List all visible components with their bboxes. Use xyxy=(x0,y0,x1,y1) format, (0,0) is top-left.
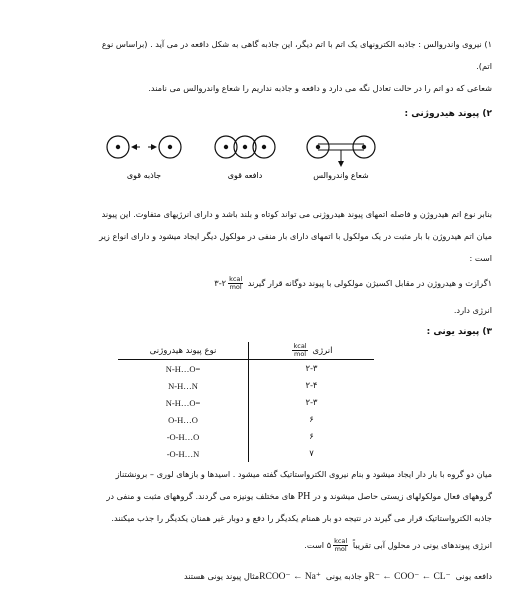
formula-na: Na⁺ xyxy=(304,572,321,582)
table-row xyxy=(118,428,374,445)
ionic-4-value: ۵ xyxy=(326,540,332,550)
bond-cell: O-H…O xyxy=(168,414,198,425)
energy-cell: ۲-۳ xyxy=(249,394,375,411)
ionic-4-unit: $\frac{\text{kcal}}{\text{mol}}$ xyxy=(334,537,348,553)
ionic-4-part-a: انرژی پیوندهای یونی در محلول آبی تقریباً xyxy=(352,540,492,550)
ionic-4-part-b: است. xyxy=(304,540,325,550)
vdw-radius-figure xyxy=(307,136,375,180)
strong-repulsion-figure xyxy=(215,136,275,180)
energy-cell: ۶ xyxy=(249,428,375,445)
table-header-row xyxy=(118,342,374,360)
vdw-diagram xyxy=(0,128,532,198)
text-line-hb-1: بنابر نوع اتم هیدروژن و فاصله اتمهای پیوند هیدروژنی می تواند کوتاه و بلند باشد و دارای انرژیهای متفاوت. این پیوند xyxy=(101,209,492,219)
ionic-2-part-b: های مختلف یونیزه می گردند. گروههای مثبت و منفی در xyxy=(106,491,295,501)
ionic-example-end: مثال پیوند یونی هستند xyxy=(184,571,260,581)
energy-cell: ۲-۳ xyxy=(249,360,375,378)
header-energy-unit: $\frac{\text{kcal}}{\text{mol}}$ xyxy=(293,342,307,358)
text-line-hb-2: میان اتم هیدروژن با بار مثبت در یک مولکول با اتمهای دارای بار منفی در مولکول دیگر ایجاد میشود و دارای انواع زیر xyxy=(99,231,492,241)
energy-cell: ۶ xyxy=(249,411,375,428)
formula-cl: CL⁻ xyxy=(433,572,451,582)
heading-ionic-bond: ۳) پیوند یونی : xyxy=(426,327,492,337)
text-line-vdw: ۱) نیروی واندروالس : جاذبه الکترونهای یک اتم با اتم دیگر، این جاذبه گاهی به شکل دافعه در می آید . (براساس نوع xyxy=(101,39,492,49)
label-strong-attraction: جاذبه قوی xyxy=(126,171,162,180)
hydrogen-bond-table xyxy=(118,342,374,462)
bond-cell: -O-H…O xyxy=(166,431,200,442)
arrow-left-icon: ← xyxy=(421,572,432,582)
text-line-ionic-example xyxy=(40,570,492,583)
table-row xyxy=(118,360,374,378)
text-line-vdw-cont: اتم). xyxy=(476,61,492,71)
ionic-attraction-label: و جاذبه یونی xyxy=(325,571,369,581)
energy-cell: ۷ xyxy=(249,445,375,462)
formula-r: R⁻ xyxy=(368,572,380,582)
header-energy-label: انرژی xyxy=(312,346,333,356)
label-strong-repulsion: دافعه قوی xyxy=(227,171,263,180)
ionic-repulsion-label: دافعه یونی xyxy=(455,571,492,581)
text-line-hb-4 xyxy=(32,276,492,291)
text-line-ionic-4 xyxy=(40,538,492,553)
header-energy xyxy=(249,342,375,360)
table-row xyxy=(118,411,374,428)
bond-cell: -O-H…N xyxy=(166,448,200,459)
text-line-ionic-1: میان دو گروه با بار دار ایجاد میشود و بنام نیروی الکترواستاتیک گفته میشود . اسیدها و بازهای لوری – برونشتناز xyxy=(115,469,492,479)
hb-4-value: ۲-۳ xyxy=(214,278,227,288)
ionic-formula xyxy=(369,572,453,582)
unit-kcal-mol: $\frac{\text{kcal}}{\text{mol}}$ xyxy=(229,275,243,291)
bond-cell: N-H…O= xyxy=(165,397,201,408)
text-line-vdw-radius: شعاعی که دو اتم را در حالت تعادل نگه می دارد و دافعه و جاذبه نداریم را شعاع واندروالس می نامند. xyxy=(148,83,492,93)
bond-cell: N-H…O= xyxy=(165,363,201,374)
energy-cell: ۲-۴ xyxy=(249,377,375,394)
arrow-right-icon: ← xyxy=(382,572,392,582)
heading-hydrogen-bond: ۲) پیوند هیدروژنی : xyxy=(404,109,492,119)
formula-coo: COO⁻ xyxy=(394,572,420,582)
formula-rcoo: RCOO⁻ xyxy=(259,572,291,582)
ionic-2-part-a: گروههای فعال مولکولهای زیستی حاصل میشوند و در xyxy=(313,491,492,501)
table-row xyxy=(118,445,374,462)
bond-cell: N-H…N xyxy=(168,380,198,391)
ph-term: PH xyxy=(297,491,311,502)
text-line-hb-5: انرژی دارد. xyxy=(453,305,492,315)
arrow-left-icon: ← xyxy=(292,572,303,582)
text-line-ionic-3: جاذبه الکترواستاتیک قرار می گیرند در نتیجه دو بار همنام یکدیگر را دفع و دوبار غیر همنان یکدیگر را جذب میکنند. xyxy=(111,513,492,523)
ionic-formula-2 xyxy=(259,572,323,582)
strong-attraction-figure xyxy=(107,136,181,180)
table-row xyxy=(118,377,374,394)
table-row xyxy=(118,394,374,411)
header-bond-type: نوع پیوند هیدروژنی xyxy=(118,342,249,360)
label-vdw-radius: شعاع واندروالس xyxy=(313,171,369,180)
text-line-ionic-2 xyxy=(40,490,492,503)
hb-4-text: ۱گرازت و هیدروژن در مقابل اکسیژن مولکولی با پیوند دوگانه قرار گیرند xyxy=(247,278,492,288)
text-line-hb-3: است : xyxy=(469,253,492,263)
